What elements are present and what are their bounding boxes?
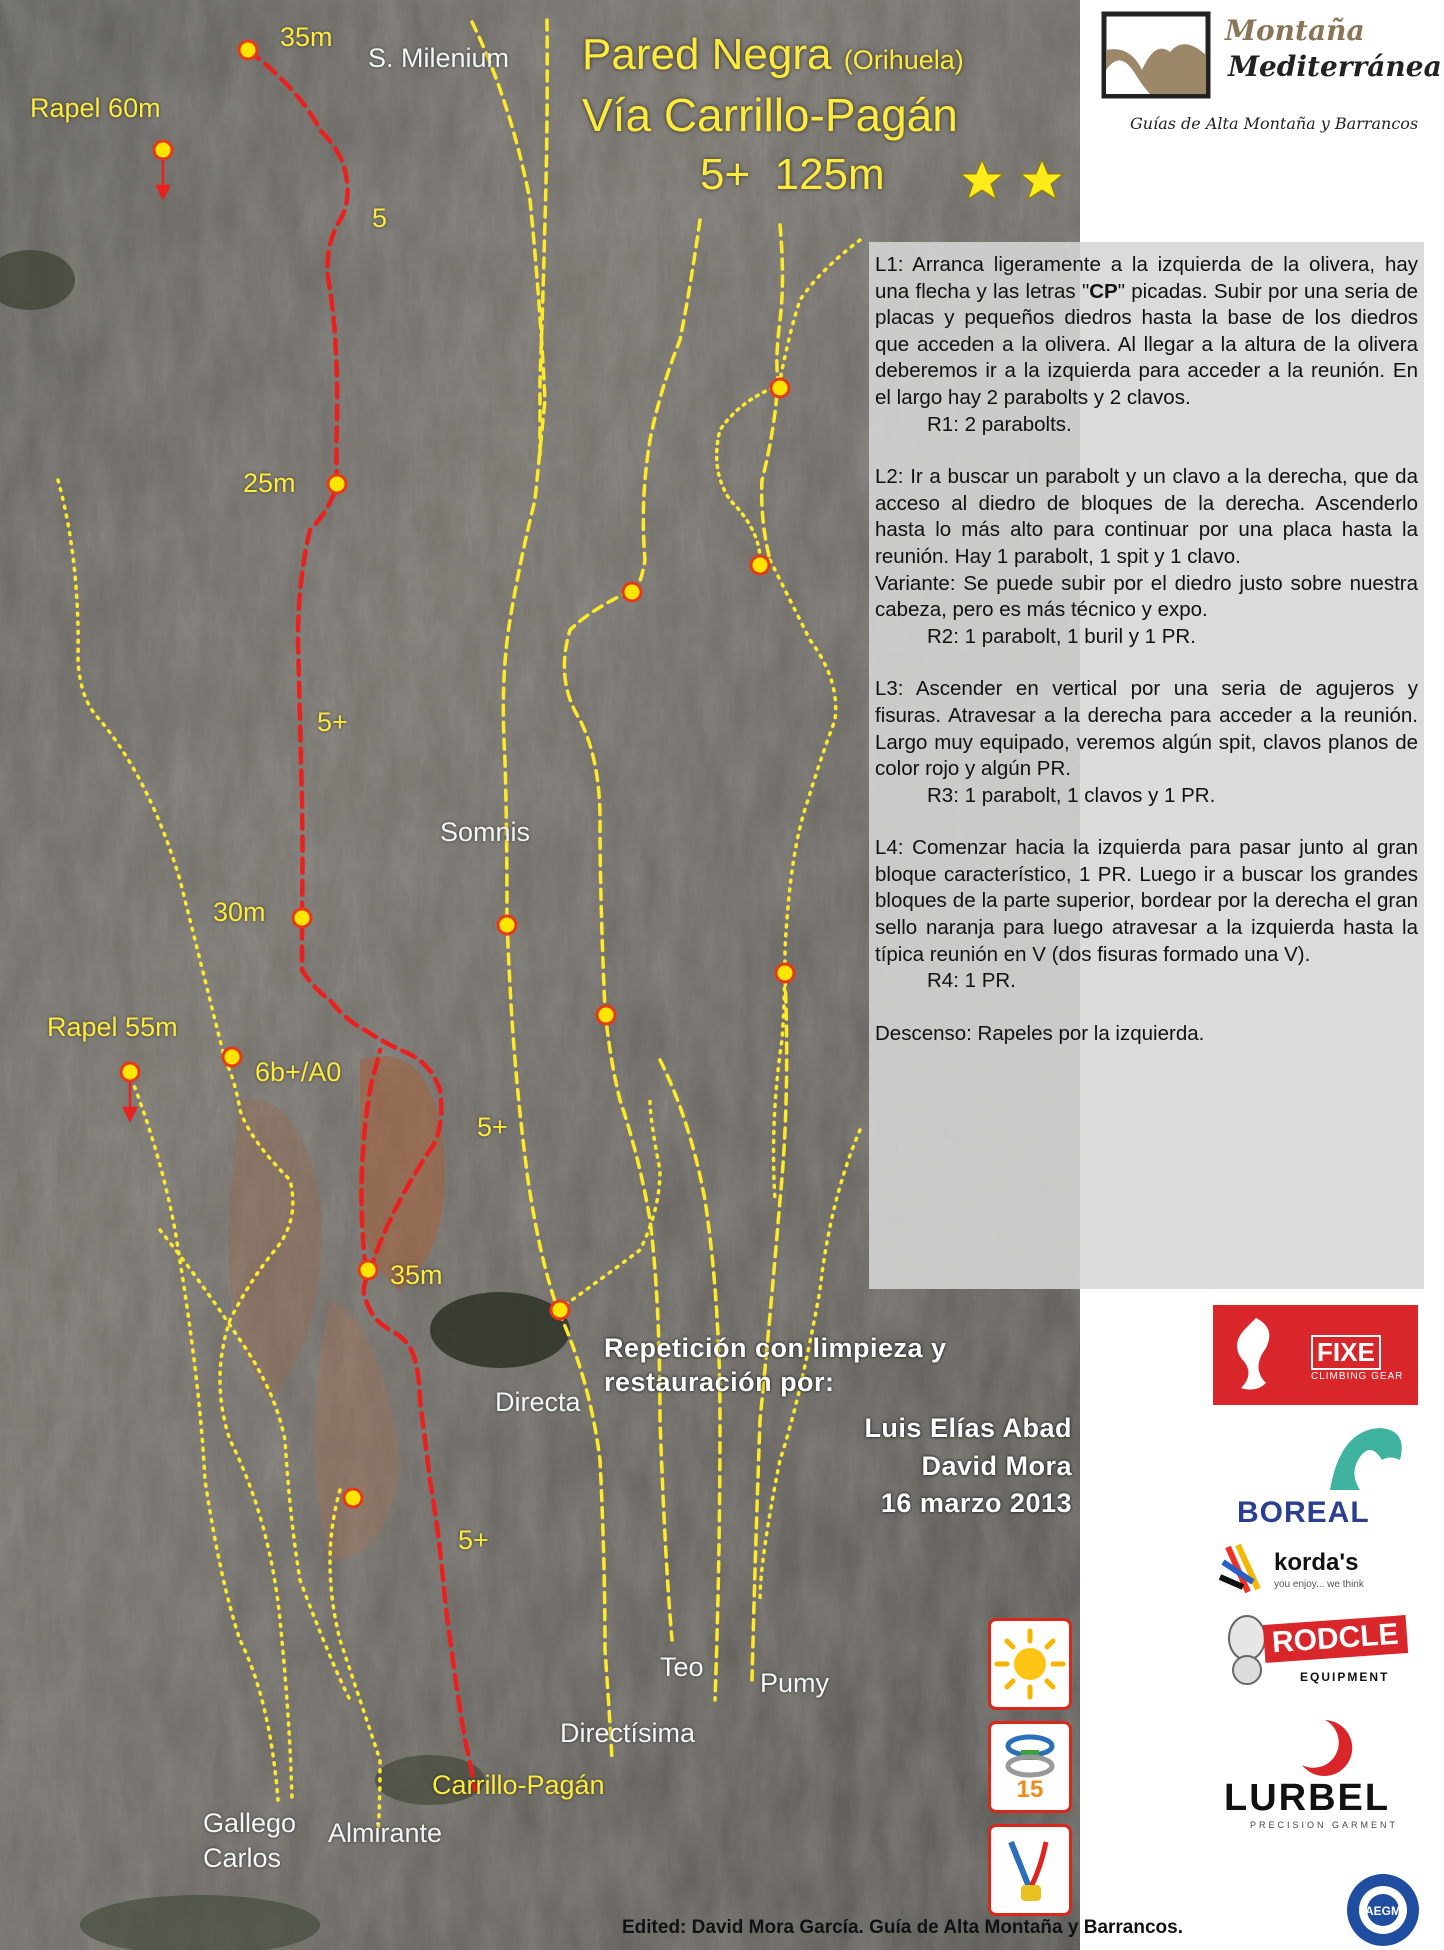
brand-name-2: Mediterránea xyxy=(1228,50,1442,83)
kordas-wordmark: korda's xyxy=(1274,1549,1359,1576)
kordas-sub: you enjoy... we think xyxy=(1274,1579,1364,1590)
belay-somnis xyxy=(498,916,516,934)
route-pumy-2 xyxy=(770,560,836,1200)
pitch-l1 xyxy=(875,252,1418,438)
route-carrillo-pagan-var xyxy=(362,1050,381,1270)
route-s-milenium xyxy=(472,22,545,920)
title-wall-name: Pared Negra xyxy=(582,30,832,79)
title-wall xyxy=(582,30,964,80)
belay-directa-mid xyxy=(597,1006,615,1024)
label-directa: Directa xyxy=(495,1387,581,1417)
label-carrillo-pagan: Carrillo-Pagán xyxy=(432,1770,605,1800)
label-grade-5plus-c: 5+ xyxy=(458,1525,489,1555)
route-pumy-3 xyxy=(752,975,787,1680)
pitch-l1-text-b: " picadas. Subir por una seria de placas y pequeños diedros hasta la base de los diedros que acceden a la olivera. Al llegar a la altura de la olivera deberemos ir a la izquierda para acceder a la reunión. En el largo hay 2 parabolts y 2 clavos. xyxy=(875,279,1418,409)
pitch-l1-text-a: L1: Arranca ligeramente a la izquierda de la olivera, hay una flecha y las letras " xyxy=(875,253,1418,303)
route-carrillo-pagan xyxy=(248,50,475,1790)
route-right xyxy=(780,240,860,380)
belay-start xyxy=(344,1489,362,1507)
pitch-l4-text: L4: Comenzar hacia la izquierda para pasar junto al gran bloque característico, 1 PR. Luego ir a buscar los grandes bloques de la parte superior, bordear por la derecha el gran sello naranja para luego atravesar a la izquierda hasta la típica reunión en V (dos fisuras formado una V). xyxy=(875,836,1418,966)
route-almirante xyxy=(160,1230,350,1700)
pitch-l1-cp: CP xyxy=(1089,279,1118,303)
belay-r4 xyxy=(239,41,257,59)
sponsor-lurbel xyxy=(1222,1715,1432,1835)
brand-tagline: Guías de Alta Montaña y Barrancos xyxy=(1130,114,1419,133)
sun-icon xyxy=(991,1621,1069,1707)
label-teo: Teo xyxy=(660,1652,704,1682)
label-carlos: Carlos xyxy=(203,1843,282,1873)
label-somnis: Somnis xyxy=(440,817,531,847)
label-pitch-30m: 30m xyxy=(213,897,266,927)
credits-name-1: Luis Elías Abad xyxy=(864,1413,1072,1443)
lurbel-sub: PRECISION GARMENT xyxy=(1250,1820,1399,1830)
brand-name-1: Montaña xyxy=(1225,14,1365,47)
fixe-wordmark: FIXE xyxy=(1311,1335,1381,1370)
boreal-logo-icon xyxy=(1320,1420,1410,1495)
label-pitch-25m: 25m xyxy=(243,468,296,498)
belay-r1 xyxy=(359,1261,377,1279)
belay-r2 xyxy=(293,909,311,927)
rodcle-sub: EQUIPMENT xyxy=(1300,1670,1390,1684)
pitch-l4 xyxy=(875,835,1418,995)
descent: Descenso: Rapeles por la izquierda. xyxy=(875,1021,1205,1045)
label-almirante: Almirante xyxy=(328,1818,443,1848)
rating-stars xyxy=(960,158,1072,204)
route-directisima xyxy=(558,1100,660,1310)
belay-pumy-low xyxy=(776,964,794,982)
belay-r2-text: R2: 1 parabolt, 1 buril y 1 PR. xyxy=(927,624,1196,648)
boreal-wordmark: BOREAL xyxy=(1237,1496,1370,1529)
label-gallego: Gallego xyxy=(203,1808,297,1838)
quickdraws-count: 15 xyxy=(1016,1776,1044,1803)
label-s-milenium: S. Milenium xyxy=(368,43,510,73)
gear-icon-box xyxy=(988,1824,1072,1916)
pitch-l2-variant xyxy=(875,571,1418,651)
title-route: Vía Carrillo-Pagán xyxy=(582,89,958,141)
route-rapel-left xyxy=(128,1070,278,1800)
brand-mountain-logo xyxy=(1100,10,1215,100)
belay-rapel-60 xyxy=(154,141,172,159)
panel-margin xyxy=(1424,242,1444,1289)
quickdraws-icon-box xyxy=(988,1721,1072,1813)
label-pitch-35m-low: 35m xyxy=(390,1260,443,1290)
route-teo-2 xyxy=(717,385,780,560)
label-pitch-35m-top: 35m xyxy=(280,22,333,52)
belay-teo xyxy=(751,556,769,574)
kordas-logo-icon xyxy=(1218,1537,1270,1597)
belay-r4-text: R4: 1 PR. xyxy=(927,969,1016,993)
footer-credit: Edited: David Mora García. Guía de Alta Montaña y Barrancos. xyxy=(622,1917,1183,1938)
route-directisima-2 xyxy=(564,590,672,1640)
fixe-sub: CLIMBING GEAR xyxy=(1311,1371,1404,1382)
belay-pumy xyxy=(771,379,789,397)
credits-date: 16 marzo 2013 xyxy=(880,1488,1072,1518)
belay-r1-text: R1: 2 parabolts. xyxy=(927,412,1072,436)
label-rapel-55m: Rapel 55m xyxy=(47,1012,178,1042)
brand-panel xyxy=(1080,0,1444,242)
climbing-gear-icon xyxy=(991,1827,1069,1913)
credits-name-2: David Mora xyxy=(921,1451,1072,1481)
label-rapel-60m: Rapel 60m xyxy=(30,93,161,123)
belay-r3 xyxy=(328,475,346,493)
route-description xyxy=(869,242,1424,1289)
sponsor-rodcle xyxy=(1222,1608,1432,1698)
rodcle-wordmark: RODCLE xyxy=(1263,1615,1408,1663)
route-almirante-2 xyxy=(330,1490,380,1830)
credits-line-1: Repetición con limpieza y xyxy=(604,1333,947,1363)
star-icon xyxy=(1021,160,1063,199)
star-icon xyxy=(961,160,1003,199)
lizard-icon xyxy=(1221,1313,1291,1397)
sponsor-boreal xyxy=(1225,1420,1425,1532)
belay-directa xyxy=(551,1301,569,1319)
variant-text: Variante: Se puede subir por el diedro justo sobre nuestra cabeza, pero es más técnico y expo. xyxy=(875,571,1418,622)
label-grade-5: 5 xyxy=(372,203,388,233)
pitch-l2: L2: Ir a buscar un parabolt y un clavo a la derecha, que da acceso al diedro de bloques de la derecha. Ascenderlo hasta lo más alto para continuar por una placa hasta la reunión. Hay 1 parabolt, 1 spit y 1 clavo. xyxy=(875,465,1418,568)
sun-exposure-icon xyxy=(988,1618,1072,1710)
label-grade-5plus-b: 5+ xyxy=(477,1112,508,1142)
title-wall-location: (Orihuela) xyxy=(843,45,964,75)
route-gallego-carlos xyxy=(58,480,293,1800)
belay-rapel-55 xyxy=(121,1063,139,1081)
belay-r3-text: R3: 1 parabolt, 1 clavos y 1 PR. xyxy=(927,783,1216,807)
lurbel-wordmark: LURBEL xyxy=(1224,1777,1391,1819)
credits-line-2: restauración por: xyxy=(604,1367,835,1397)
label-pumy: Pumy xyxy=(760,1668,830,1698)
lurbel-logo-icon xyxy=(1290,1715,1360,1777)
route-somnis xyxy=(507,920,558,1310)
route-right-2 xyxy=(760,1130,860,1600)
sponsor-kordas xyxy=(1218,1537,1428,1599)
sponsor-fixe xyxy=(1213,1305,1418,1405)
title-grade-length: 5+ 125m xyxy=(700,150,885,199)
pitch-l3 xyxy=(875,676,1418,809)
aegm-text: AEGM xyxy=(1365,1904,1401,1918)
belay-gallego xyxy=(223,1048,241,1066)
pitch-l3-text: L3: Ascender en vertical por una seria de agujeros y fisuras. Atravesar a la derecha para acceder a la reunión. Largo muy equipado, veremos algún spit, clavos planos de color rojo y algún PR. xyxy=(875,677,1418,781)
label-directisima: Directísima xyxy=(560,1718,696,1748)
route-teo xyxy=(632,220,700,590)
aegm-badge-icon xyxy=(1343,1870,1423,1950)
label-grade-6b-a0: 6b+/A0 xyxy=(255,1057,342,1087)
belay-directisima xyxy=(623,583,641,601)
label-grade-5plus-a: 5+ xyxy=(317,707,348,737)
